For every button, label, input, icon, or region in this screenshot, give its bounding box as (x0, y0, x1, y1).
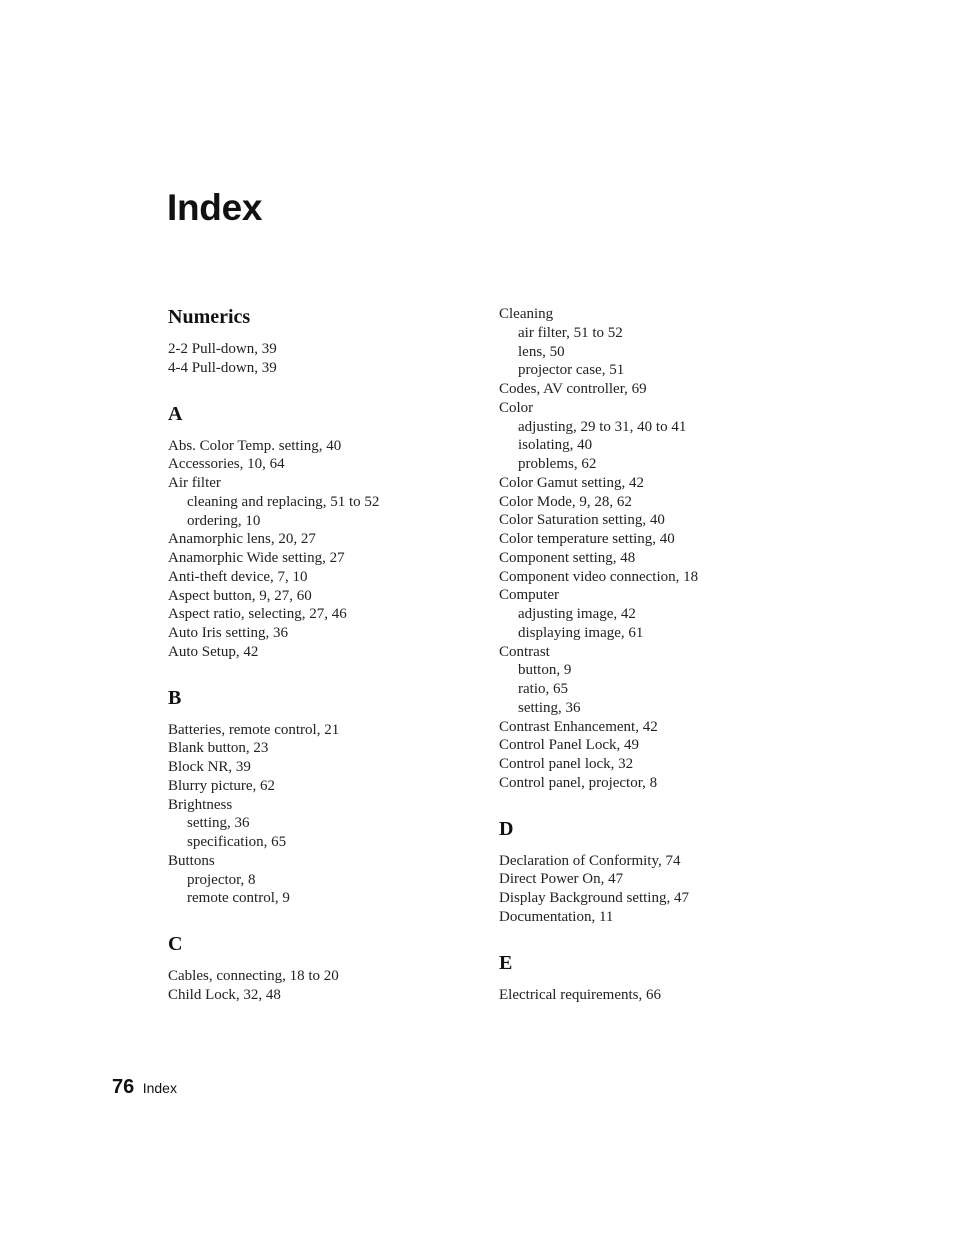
index-entry: Contrast (499, 643, 550, 660)
index-entry: Child Lock, 32, 48 (168, 986, 281, 1003)
index-entry: Direct Power On, 47 (499, 871, 624, 888)
index-subentry: cleaning and replacing, 51 to 52 (187, 493, 380, 510)
entry-list (168, 437, 478, 662)
section-heading: B (168, 686, 182, 709)
index-entry: Abs. Color Temp. setting, 40 (168, 437, 342, 454)
index-entry: Control panel, projector, 8 (499, 774, 658, 791)
index-section (499, 305, 819, 793)
section-heading: A (168, 402, 183, 425)
index-entry: Auto Setup, 42 (168, 643, 259, 660)
index-entry: Aspect button, 9, 27, 60 (168, 587, 312, 604)
index-entry: Block NR, 39 (168, 759, 251, 775)
index-entry: Color temperature setting, 40 (499, 531, 675, 547)
index-section (168, 686, 478, 909)
index-subentry: remote control, 9 (187, 890, 290, 907)
index-subentry: displaying image, 61 (518, 624, 644, 641)
index-entry: Color (499, 399, 534, 416)
index-entry: Auto Iris setting, 36 (168, 625, 288, 641)
index-subentry: setting, 36 (518, 699, 581, 716)
page-footer (112, 1076, 177, 1099)
entry-list (168, 721, 478, 909)
index-entry: Display Background setting, 47 (499, 890, 689, 906)
index-subentry: setting, 36 (187, 815, 250, 832)
index-subentry: problems, 62 (518, 456, 597, 472)
index-entry: Contrast Enhancement, 42 (499, 718, 658, 735)
index-entry: Blurry picture, 62 (168, 777, 276, 794)
index-subentry: ordering, 10 (187, 512, 261, 529)
index-entry: Cleaning (499, 306, 554, 322)
index-section (499, 951, 819, 1005)
index-column-left (168, 305, 478, 1005)
index-entry: Anamorphic Wide setting, 27 (168, 550, 345, 566)
index-entry: Color Mode, 9, 28, 62 (499, 493, 632, 510)
index-section (168, 305, 478, 378)
index-entry: Buttons (168, 852, 215, 869)
entry-list (499, 852, 819, 927)
index-entry: Blank button, 23 (168, 740, 269, 757)
section-heading: E (499, 951, 513, 974)
index-entry: Anti-theft device, 7, 10 (168, 568, 308, 585)
index-entry: Control Panel Lock, 49 (499, 737, 639, 754)
index-subentry: specification, 65 (187, 834, 287, 850)
index-section (168, 932, 478, 1005)
section-heading: C (168, 933, 183, 955)
index-subentry: lens, 50 (518, 343, 565, 360)
index-subentry: projector case, 51 (518, 362, 625, 379)
index-entry: Aspect ratio, selecting, 27, 46 (168, 606, 347, 623)
index-entry: Accessories, 10, 64 (168, 456, 285, 473)
index-entry: Codes, AV controller, 69 (499, 381, 647, 397)
index-entry: 4-4 Pull-down, 39 (168, 359, 277, 376)
index-subentry: air filter, 51 to 52 (518, 324, 623, 341)
entry-list (499, 986, 819, 1005)
index-entry: Component setting, 48 (499, 549, 636, 566)
index-entry: Air filter (168, 475, 221, 491)
entry-list (499, 305, 819, 793)
section-heading: Numerics (168, 306, 251, 328)
entry-list (168, 340, 478, 378)
index-entry: Control panel lock, 32 (499, 756, 634, 772)
index-entry: Color Gamut setting, 42 (499, 474, 644, 491)
index-entry: Cables, connecting, 18 to 20 (168, 968, 339, 984)
index-subentry: button, 9 (518, 662, 572, 679)
index-subentry: isolating, 40 (518, 437, 593, 454)
index-subentry: projector, 8 (187, 871, 256, 888)
index-entry: Color Saturation setting, 40 (499, 512, 665, 529)
index-entry: Batteries, remote control, 21 (168, 721, 340, 738)
index-entry: 2-2 Pull-down, 39 (168, 341, 277, 357)
index-section (168, 402, 478, 662)
index-entry: Computer (499, 587, 559, 604)
index-subentry: ratio, 65 (518, 681, 568, 697)
index-subentry: adjusting image, 42 (518, 606, 636, 622)
entry-list (168, 967, 478, 1005)
index-section (499, 817, 819, 927)
index-entry: Component video connection, 18 (499, 568, 699, 585)
index-entry: Documentation, 11 (499, 908, 614, 925)
index-entry: Declaration of Conformity, 74 (499, 852, 681, 869)
index-entry: Brightness (168, 796, 233, 813)
index-subentry: adjusting, 29 to 31, 40 to 41 (518, 418, 687, 435)
footer-label: Index (142, 1080, 177, 1096)
section-heading: D (499, 817, 514, 840)
index-entry: Anamorphic lens, 20, 27 (168, 531, 316, 548)
page-number: 76 (112, 1076, 135, 1098)
index-column-right (499, 305, 819, 1004)
index-entry: Electrical requirements, 66 (499, 986, 662, 1003)
page-title: Index (167, 187, 263, 228)
